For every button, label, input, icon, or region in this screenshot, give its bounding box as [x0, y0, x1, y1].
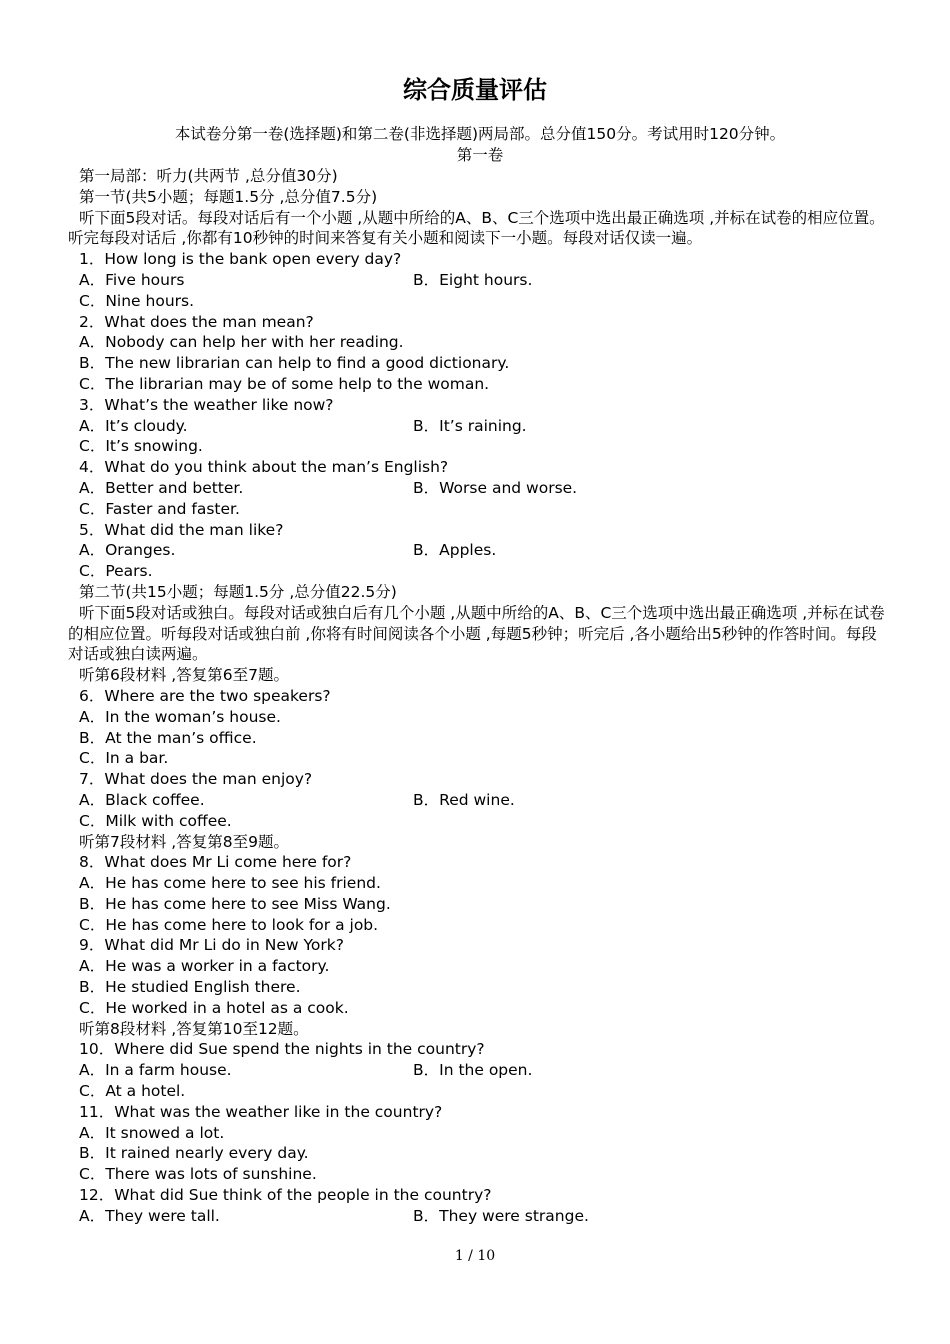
option-c: C．Nine hours.: [79, 291, 195, 310]
option-a: A．Five hours: [79, 270, 185, 289]
volume-heading: 第一卷: [456, 146, 504, 164]
option-row: [68, 270, 886, 291]
option-b: B．They were strange.: [413, 1206, 589, 1225]
section-heading: 第二节(共15小题；每题1.5分 ,总分值22.5分): [79, 582, 397, 601]
question-stem: 11．What was the weather like in the country?: [79, 1102, 443, 1121]
option-c: C．It’s snowing.: [79, 437, 203, 456]
material-note: 听第7段材料 ,答复第8至9题。: [79, 832, 289, 851]
option-b: B．He studied English there.: [79, 978, 301, 997]
option-row: [68, 416, 886, 437]
option-a: A．Better and better.: [79, 478, 244, 497]
option-c: C．Milk with coffee.: [79, 811, 232, 830]
question-stem: 4．What do you think about the man’s English?: [79, 458, 449, 477]
section-directions: 听下面5段对话或独白。每段对话或独白后有几个小题 ,从题中所给的A、B、C三个选项中选出最正确选项 ,并标在试卷的相应位置。听每段对话或独白前 ,你将有时间阅读各个小题 ,每题5秒钟；听完后 ,各小题给出5秒钟的作答时间。每段对话或独白读两遍。: [68, 603, 885, 664]
option-a: A．Oranges.: [79, 541, 176, 560]
option-b: B．At the man’s office.: [79, 728, 257, 747]
question-stem: 5．What did the man like?: [79, 520, 284, 539]
option-c: C．At a hotel.: [79, 1082, 186, 1101]
option-a: A．He was a worker in a factory.: [79, 957, 330, 976]
option-b: B．Red wine.: [413, 790, 515, 809]
option-b: B．It rained nearly every day.: [79, 1144, 309, 1163]
option-b: B．Apples.: [413, 541, 497, 560]
option-b: B．In the open.: [413, 1061, 533, 1080]
part-heading: 第一局部：听力(共两节 ,总分值30分): [79, 167, 338, 185]
exam-intro: 本试卷分第一卷(选择题)和第二卷(非选择题)两局部。总分值150分。考试用时120分钟。: [174, 125, 786, 143]
section-heading: 第一节(共5小题；每题1.5分 ,总分值7.5分): [79, 187, 378, 206]
option-c: C．There was lots of sunshine.: [79, 1165, 317, 1184]
exam-content: [68, 166, 886, 1227]
question-stem: 7．What does the man enjoy?: [79, 770, 313, 789]
option-a: A．They were tall.: [79, 1206, 220, 1225]
material-note: 听第8段材料 ,答复第10至12题。: [79, 1019, 309, 1038]
option-c: C．The librarian may be of some help to the woman.: [79, 374, 490, 393]
option-row: [68, 790, 886, 811]
question-stem: 9．What did Mr Li do in New York?: [79, 936, 344, 955]
option-b: B．Worse and worse.: [413, 478, 578, 497]
option-a: A．It snowed a lot.: [79, 1123, 225, 1142]
option-c: C．In a bar.: [79, 749, 169, 768]
page-number: 1 / 10: [454, 1248, 496, 1264]
option-b: B．It’s raining.: [413, 416, 527, 435]
option-b: B．Eight hours.: [413, 270, 533, 289]
question-stem: 6．Where are the two speakers?: [79, 686, 331, 705]
option-b: B．The new librarian can help to find a good dictionary.: [79, 354, 510, 373]
question-stem: 10．Where did Sue spend the nights in the country?: [79, 1040, 485, 1059]
option-row: [68, 478, 886, 499]
question-stem: 8．What does Mr Li come here for?: [79, 853, 352, 872]
question-stem: 2．What does the man mean?: [79, 312, 314, 331]
option-a: A．In a farm house.: [79, 1061, 232, 1080]
option-row: [68, 1060, 886, 1081]
option-b: B．He has come here to see Miss Wang.: [79, 894, 391, 913]
option-row: [68, 1206, 886, 1227]
option-c: C．Pears.: [79, 562, 153, 581]
option-c: C．He worked in a hotel as a cook.: [79, 998, 349, 1017]
option-a: A．In the woman’s house.: [79, 707, 281, 726]
option-a: A．Black coffee.: [79, 790, 205, 809]
option-row: [68, 540, 886, 561]
option-c: C．Faster and faster.: [79, 499, 240, 518]
option-c: C．He has come here to look for a job.: [79, 915, 379, 934]
question-stem: 1．How long is the bank open every day?: [79, 250, 402, 269]
option-a: A．He has come here to see his friend.: [79, 874, 381, 893]
question-stem: 12．What did Sue think of the people in the country?: [79, 1186, 492, 1205]
option-a: A．It’s cloudy.: [79, 416, 188, 435]
material-note: 听第6段材料 ,答复第6至7题。: [79, 666, 289, 685]
option-a: A．Nobody can help her with her reading.: [79, 333, 404, 352]
question-stem: 3．What’s the weather like now?: [79, 395, 334, 414]
section-directions: 听下面5段对话。每段对话后有一个小题 ,从题中所给的A、B、C三个选项中选出最正确选项 ,并标在试卷的相应位置。听完每段对话后 ,你都有10秒钟的时间来答复有关小题和阅读下一小题。每段对话仅读一遍。: [68, 208, 885, 248]
document-title: 综合质量评估: [403, 76, 547, 104]
